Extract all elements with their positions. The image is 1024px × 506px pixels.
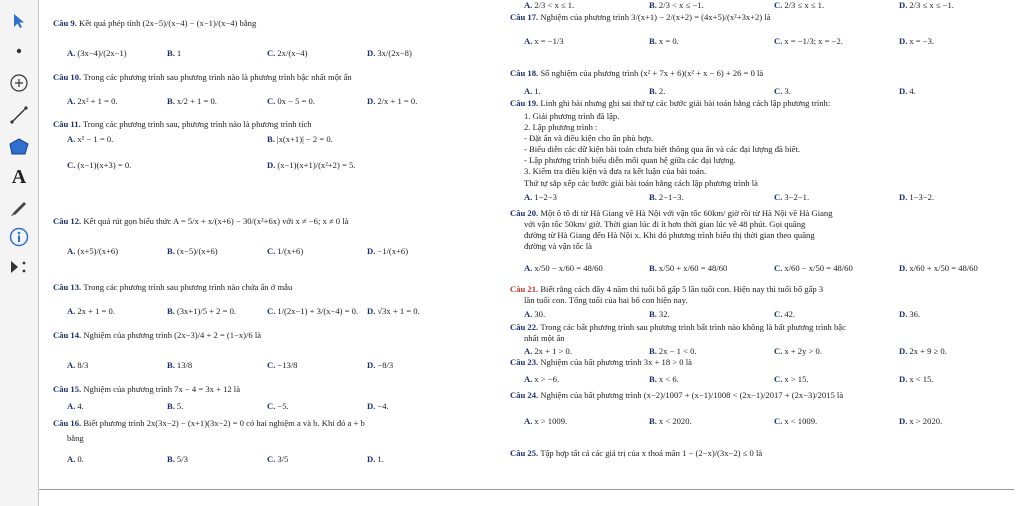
answer-option — [167, 360, 192, 371]
option-letter: A. — [67, 401, 76, 411]
question-number: Câu 21. — [510, 284, 541, 294]
option-letter: C. — [774, 374, 783, 384]
option-text: 32. — [658, 309, 670, 319]
info-icon[interactable] — [4, 222, 34, 252]
question-text: 2. Lập phương trình : — [524, 122, 598, 132]
answer-option — [267, 246, 303, 257]
answer-option — [524, 346, 572, 357]
question-number: Câu 24. — [510, 390, 541, 400]
option-text: x = −1/3 — [534, 36, 564, 46]
answer-option — [899, 346, 947, 357]
option-letter: B. — [167, 401, 175, 411]
option-text: (x−1)(x+1)/(x²+2) = 5. — [277, 160, 356, 170]
question-text: Nghiệm của phương trình (2x−3)/4 + 2 = (1−x)/6 là — [83, 330, 262, 340]
option-letter: C. — [267, 246, 276, 256]
option-text: −4. — [377, 401, 389, 411]
question-number: Câu 12. — [53, 216, 84, 226]
question-text: Tập hợp tất cả các giá trị của x thoả mãn 1 − (2−x)/(3x−2) ≤ 0 là — [540, 448, 763, 458]
question-text: Một ô tô đi từ Hà Giang về Hà Nội với vận tốc 60km/ giờ rồi từ Hà Nội về Hà Giang — [540, 208, 833, 218]
option-letter: D. — [367, 360, 376, 370]
option-text: 3/5 — [277, 454, 289, 464]
question-text: - Biểu diễn các dữ kiện bài toán chưa biết thông qua ẩn và các đại lượng đã biết. — [524, 144, 800, 154]
option-letter: C. — [774, 263, 783, 273]
answer-option — [774, 0, 824, 11]
question-text: Biết rằng cách đây 4 năm thì tuổi bố gấp 5 lần tuổi con. Hiện nay thì tuổi bố gấp 3 — [540, 284, 824, 294]
answer-option — [267, 48, 308, 59]
tool-sidebar — [0, 0, 39, 506]
option-letter: A. — [67, 134, 76, 144]
option-letter: D. — [267, 160, 276, 170]
option-letter: C. — [67, 160, 76, 170]
question-text: đường từ Hà Giang đến Hà Nội x. Khi đó phương trình biểu thị thời gian theo quãng — [524, 230, 815, 240]
answer-option — [267, 160, 355, 171]
option-text: 1−3−2. — [909, 192, 935, 202]
dot-icon[interactable] — [4, 36, 34, 66]
option-text: 8/3 — [77, 360, 89, 370]
question-text: - Lập phương trình biểu diễn mối quan hệ giữa các đại lượng. — [524, 155, 736, 165]
option-text: 2/3 < x ≤ 1. — [534, 0, 575, 10]
option-text: 13/8 — [176, 360, 193, 370]
answer-option — [774, 346, 822, 357]
answer-option — [267, 360, 297, 371]
option-letter: D. — [367, 454, 376, 464]
option-text: x < 1009. — [784, 416, 818, 426]
question-stem — [510, 208, 833, 219]
option-letter: D. — [367, 246, 376, 256]
answer-option — [67, 246, 118, 257]
option-letter: B. — [649, 374, 657, 384]
answer-option — [524, 36, 564, 47]
option-text: x = −3. — [909, 36, 935, 46]
option-letter: C. — [267, 48, 276, 58]
option-letter: A. — [524, 263, 533, 273]
option-text: (3x−4)/(2x−1) — [77, 48, 127, 58]
option-text: 1. — [534, 86, 541, 96]
question-text: Trong các phương trình sau phương trình nào là phương trình bậc nhất một ẩn — [83, 72, 352, 82]
question-stem — [510, 448, 762, 459]
option-letter: C. — [774, 0, 783, 10]
answer-option — [367, 96, 417, 107]
option-letter: C. — [267, 306, 276, 316]
option-text: −8/3 — [377, 360, 394, 370]
option-text: 2/3 ≤ x ≤ 1. — [784, 0, 825, 10]
answer-option — [774, 374, 809, 385]
option-text: 3x/(2x−8) — [377, 48, 412, 58]
option-text: 2x + 1 = 0. — [77, 306, 115, 316]
option-text: x > 1009. — [534, 416, 568, 426]
answer-option — [524, 309, 545, 320]
question-number: Câu 10. — [53, 72, 84, 82]
question-text: Thứ tự sắp xếp các bước giải bài toán bằng cách lập phương trình là — [524, 178, 758, 188]
question-stem — [53, 330, 261, 341]
option-letter: A. — [524, 374, 533, 384]
page-divider — [39, 489, 1014, 490]
answer-option — [899, 309, 920, 320]
question-line — [524, 133, 653, 144]
question-line — [524, 122, 597, 133]
option-letter: D. — [899, 192, 908, 202]
question-number: Câu 16. — [53, 418, 84, 428]
question-stem — [53, 384, 240, 395]
option-text: x + 2y > 0. — [784, 346, 822, 356]
question-stem — [510, 98, 830, 109]
question-number: Câu 18. — [510, 68, 541, 78]
question-text: lần tuổi con. Tổng tuổi của hai bố con hiện nay. — [524, 295, 688, 305]
question-number: Câu 19. — [510, 98, 541, 108]
question-stem — [53, 418, 365, 429]
answer-option — [67, 96, 118, 107]
answer-option — [524, 192, 557, 203]
question-number: Câu 13. — [53, 282, 84, 292]
question-line — [524, 241, 592, 252]
question-number: Câu 14. — [53, 330, 84, 340]
question-stem — [510, 284, 823, 295]
answer-option — [67, 306, 115, 317]
pen-icon[interactable] — [4, 192, 34, 222]
circle-plus-icon[interactable] — [4, 68, 34, 98]
option-letter: A. — [524, 86, 533, 96]
question-text: đường và vận tốc là — [524, 241, 592, 251]
answer-option — [267, 454, 288, 465]
answer-option — [899, 86, 916, 97]
option-letter: C. — [267, 360, 276, 370]
option-text: −5. — [277, 401, 289, 411]
option-letter: A. — [524, 0, 533, 10]
option-text: 2x − 1 < 0. — [658, 346, 697, 356]
answer-option — [649, 0, 704, 11]
question-number: Câu 9. — [53, 18, 80, 28]
shape-icon[interactable] — [4, 132, 34, 162]
question-text: Kết quả phép tính (2x−5)/(x−4) − (x−1)/(x−4) bằng — [79, 18, 257, 28]
option-text: 5. — [176, 401, 184, 411]
question-stem — [510, 390, 843, 401]
question-text: nhất một ẩn — [524, 333, 565, 343]
option-text: 1. — [377, 454, 384, 464]
option-letter: D. — [899, 263, 908, 273]
question-stem — [53, 216, 348, 227]
question-line — [67, 433, 84, 444]
answer-option — [267, 134, 333, 145]
question-text: Nghiệm của phương trình 7x − 4 = 3x + 12 là — [83, 384, 241, 394]
option-text: −13/8 — [277, 360, 298, 370]
answer-option — [367, 454, 384, 465]
option-text: 0. — [77, 454, 84, 464]
answer-option — [167, 306, 236, 317]
answer-option — [267, 401, 289, 412]
option-text: x² − 1 = 0. — [77, 134, 114, 144]
option-letter: B. — [649, 86, 657, 96]
answer-option — [367, 360, 393, 371]
option-letter: D. — [899, 346, 908, 356]
option-letter: C. — [774, 192, 783, 202]
answer-option — [899, 416, 942, 427]
option-letter: C. — [267, 401, 276, 411]
question-number: Câu 23. — [510, 357, 541, 367]
option-letter: B. — [649, 309, 657, 319]
answer-option — [167, 454, 188, 465]
option-text: 2. — [658, 86, 666, 96]
question-number: Câu 15. — [53, 384, 84, 394]
option-text: 36. — [909, 309, 921, 319]
option-letter: A. — [524, 36, 533, 46]
option-letter: B. — [167, 246, 175, 256]
option-letter: D. — [899, 374, 908, 384]
option-letter: D. — [899, 86, 908, 96]
option-text: 3−2−1. — [784, 192, 810, 202]
option-letter: A. — [67, 246, 76, 256]
option-letter: C. — [267, 454, 276, 464]
option-text: (x−5)/(x+6) — [176, 246, 218, 256]
question-number: Câu 17. — [510, 12, 541, 22]
answer-option — [167, 96, 217, 107]
option-letter: B. — [267, 134, 275, 144]
option-text: (3x+1)/5 + 2 = 0. — [176, 306, 237, 316]
option-text: x/2 + 1 = 0. — [176, 96, 217, 106]
answer-option — [367, 48, 412, 59]
answer-option — [649, 36, 679, 47]
question-text: 1. Giải phương trình đã lập. — [524, 111, 620, 121]
answer-option — [524, 263, 603, 274]
option-letter: B. — [649, 416, 657, 426]
question-line — [524, 144, 800, 155]
answer-option — [267, 306, 358, 317]
answer-option — [524, 86, 541, 97]
option-text: 2x + 1 > 0. — [534, 346, 572, 356]
option-letter: D. — [899, 309, 908, 319]
question-line — [524, 178, 758, 189]
option-letter: D. — [367, 48, 376, 58]
option-letter: A. — [524, 346, 533, 356]
answer-option — [899, 374, 934, 385]
option-letter: B. — [167, 48, 175, 58]
question-line — [524, 111, 619, 122]
answer-option — [899, 192, 934, 203]
option-letter: A. — [67, 306, 76, 316]
answer-option — [167, 246, 218, 257]
answer-option — [774, 36, 843, 47]
worksheet-page — [39, 0, 1024, 506]
question-text: Nghiệm của bất phương trình 3x + 18 > 0 là — [540, 357, 692, 367]
option-letter: C. — [774, 86, 783, 96]
option-letter: C. — [774, 36, 783, 46]
option-text: x > 2020. — [909, 416, 943, 426]
answer-option — [367, 306, 420, 317]
option-text: 2x/(x−4) — [277, 48, 308, 58]
option-text: x = 0. — [658, 36, 679, 46]
option-text: 1−2−3 — [534, 192, 557, 202]
option-text: 42. — [784, 309, 796, 319]
answer-option — [67, 134, 113, 145]
option-letter: B. — [649, 0, 657, 10]
pointer-icon[interactable] — [4, 6, 34, 36]
option-text: 1/(2x−1) + 3/(x−4) = 0. — [277, 306, 359, 316]
option-letter: B. — [649, 346, 657, 356]
option-letter: B. — [167, 360, 175, 370]
question-line — [524, 295, 687, 306]
option-letter: A. — [524, 192, 533, 202]
answer-option — [899, 36, 934, 47]
question-stem — [510, 68, 763, 79]
option-letter: D. — [899, 0, 908, 10]
option-letter: C. — [774, 346, 783, 356]
option-letter: C. — [267, 96, 276, 106]
answer-option — [649, 86, 665, 97]
option-letter: B. — [649, 263, 657, 273]
question-stem — [53, 119, 312, 130]
question-line — [524, 219, 805, 230]
answer-option — [67, 48, 127, 59]
question-text: với vận tốc 50km/ giờ. Thời gian lúc đi ít hơn thời gian lúc về 48 phút. Gọi quãng — [524, 219, 806, 229]
option-letter: B. — [649, 192, 657, 202]
option-letter: D. — [899, 36, 908, 46]
answer-option — [67, 160, 131, 171]
option-letter: B. — [167, 306, 175, 316]
question-line — [524, 166, 706, 177]
question-text: bằng — [67, 433, 84, 443]
option-letter: C. — [774, 416, 783, 426]
question-number: Câu 25. — [510, 448, 541, 458]
option-text: √3x + 1 = 0. — [377, 306, 420, 316]
question-text: Linh ghi bài nhưng ghi sai thứ tự các bước giải bài toán bằng cách lập phương trình: — [540, 98, 831, 108]
option-text: 0x − 5 = 0. — [277, 96, 315, 106]
question-text: Nghiệm của bất phương trình (x−2)/1007 + (x−1)/1008 < (2x−1)/2017 + (2x−3)/2015 là — [540, 390, 844, 400]
question-stem — [510, 12, 771, 23]
play-menu-icon[interactable] — [4, 252, 34, 282]
question-text: - Đặt ẩn và điều kiện cho ẩn phù hợp. — [524, 133, 654, 143]
option-text: (x+5)/(x+6) — [77, 246, 119, 256]
answer-option — [524, 0, 574, 11]
question-stem — [510, 357, 692, 368]
option-text: 5/3 — [176, 454, 188, 464]
question-stem — [53, 18, 256, 29]
question-stem — [53, 282, 292, 293]
question-text: 3. Kiểm tra điều kiện và đưa ra kết luận của bài toán. — [524, 166, 707, 176]
answer-option — [167, 48, 181, 59]
question-line — [524, 230, 815, 241]
option-letter: B. — [649, 36, 657, 46]
answer-option — [774, 86, 791, 97]
option-text: x > −6. — [534, 374, 560, 384]
option-text: x = −1/3; x = −2. — [784, 36, 843, 46]
option-letter: A. — [67, 360, 76, 370]
option-letter: C. — [774, 309, 783, 319]
option-text: 2x + 9 ≥ 0. — [909, 346, 947, 356]
question-number: Câu 11. — [53, 119, 83, 129]
question-stem — [510, 322, 846, 333]
option-letter: A. — [524, 309, 533, 319]
question-text: Nghiệm của phương trình 3/(x+1) − 2/(x+2) = (4x+5)/(x²+3x+2) là — [540, 12, 771, 22]
option-text: 2x² + 1 = 0. — [77, 96, 118, 106]
question-number: Câu 20. — [510, 208, 541, 218]
option-text: 2−1−3. — [658, 192, 684, 202]
option-letter: D. — [367, 96, 376, 106]
question-number: Câu 22. — [510, 322, 541, 332]
option-text: 2/x + 1 = 0. — [377, 96, 418, 106]
question-text: Trong các phương trình sau phương trình nào chứa ẩn ở mẫu — [83, 282, 293, 292]
answer-option — [649, 192, 684, 203]
option-text: 4. — [909, 86, 916, 96]
option-text: |x(x+1)| − 2 = 0. — [276, 134, 333, 144]
answer-option — [774, 192, 809, 203]
answer-option — [167, 401, 183, 412]
question-text: Số nghiệm của phương trình (x² + 7x + 6)(x² + x − 6) + 26 = 0 là — [540, 68, 764, 78]
option-text: x/50 + x/60 = 48/60 — [658, 263, 728, 273]
option-text: 2/3 ≤ x ≤ −1. — [909, 0, 954, 10]
option-letter: A. — [524, 416, 533, 426]
option-letter: B. — [167, 454, 175, 464]
question-line — [524, 155, 736, 166]
answer-option — [774, 416, 817, 427]
option-text: (x−1)(x+3) = 0. — [77, 160, 132, 170]
answer-option — [367, 246, 408, 257]
answer-option — [649, 416, 692, 427]
option-text: 2/3 < x ≤ −1. — [658, 0, 704, 10]
answer-option — [899, 0, 954, 11]
answer-option — [67, 360, 88, 371]
option-letter: B. — [167, 96, 175, 106]
option-letter: D. — [367, 306, 376, 316]
option-text: 3. — [784, 86, 791, 96]
answer-option — [524, 416, 567, 427]
answer-option — [67, 454, 84, 465]
answer-option — [649, 374, 679, 385]
text-icon[interactable]: A — [11, 165, 27, 188]
option-text: x > 15. — [784, 374, 809, 384]
option-text: 1 — [176, 48, 182, 58]
option-letter: D. — [367, 401, 376, 411]
option-text: 4. — [77, 401, 84, 411]
question-line — [524, 333, 565, 344]
answer-option — [649, 263, 727, 274]
option-text: −1/(x+6) — [377, 246, 409, 256]
answer-option — [367, 401, 389, 412]
answer-option — [774, 263, 853, 274]
option-letter: A. — [67, 96, 76, 106]
line-icon[interactable] — [4, 100, 34, 130]
option-letter: A. — [67, 454, 76, 464]
answer-option — [649, 309, 670, 320]
option-text: x < 6. — [658, 374, 679, 384]
option-text: x < 2020. — [658, 416, 692, 426]
question-text: Biết phương trình 2x(3x−2) − (x+1)(3x−2) = 0 có hai nghiệm a và b. Khi đó a + b — [83, 418, 365, 428]
option-text: 30. — [534, 309, 546, 319]
answer-option — [524, 374, 559, 385]
question-stem — [53, 72, 352, 83]
question-text: Trong các phương trình sau, phương trình nào là phương trình tích — [82, 119, 312, 129]
option-text: x < 15. — [909, 374, 934, 384]
option-text: x/60 + x/50 = 48/60 — [909, 263, 978, 273]
option-text: 1/(x+6) — [277, 246, 304, 256]
question-text: Trong các bất phương trình sau phương trình bất trình nào không là bất phương trình bậc — [540, 322, 846, 332]
option-text: x/60 − x/50 = 48/60 — [784, 263, 853, 273]
option-text: x/50 − x/60 = 48/60 — [534, 263, 603, 273]
answer-option — [67, 401, 84, 412]
option-letter: A. — [67, 48, 76, 58]
answer-option — [899, 263, 978, 274]
question-text: Kết quả rút gọn biểu thức A = 5/x + x/(x+6) − 30/(x²+6x) với x ≠ −6; x ≠ 0 là — [83, 216, 349, 226]
answer-option — [649, 346, 697, 357]
option-letter: D. — [899, 416, 908, 426]
answer-option — [267, 96, 315, 107]
answer-option — [774, 309, 795, 320]
